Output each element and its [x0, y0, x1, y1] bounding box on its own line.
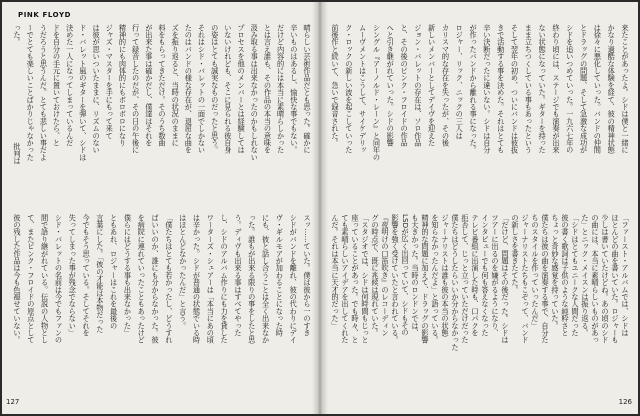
text-column: ズを振り返ると、当時の状況のままに	[171, 24, 181, 147]
text-column: グの時点で、既に兆候は現れていた。	[371, 214, 380, 337]
left-upper-text-block	[12, 24, 312, 204]
text-column: きで活動する事を決めた。それはとても	[496, 24, 506, 154]
text-column: 僕らにはどうする事も出来なかった」	[123, 214, 133, 337]
text-column: たのはバンドの様な存在が、退屈な曲を	[184, 24, 194, 154]
text-column: は辛かった。シドが普通の状態でいる時	[192, 214, 202, 344]
text-column: た」とニック・メイスンは振り返る。	[581, 214, 590, 337]
text-column: 今でもそう思っている。そしてそれを	[82, 214, 92, 337]
text-column: ジョン・バレットの存在は、ソロ作品	[413, 24, 423, 147]
text-column: の姿はとても誠実なものだったと思う。	[210, 24, 220, 154]
text-column: ジャズ・マスターを手にもって来て	[105, 24, 115, 140]
text-column: う。ディヴも出来る事はすべてやった	[233, 214, 243, 337]
text-column: 料をもらってきただけ。そのうち数曲	[158, 24, 167, 147]
text-column: にも、彼と話し合うことは全く出来なか	[261, 214, 271, 344]
text-column: シドがバンドを離れ、彼の代わりにデイ	[289, 214, 299, 344]
text-column: ドを自分の手元に置いておけたら、と	[52, 24, 62, 147]
left-page	[2, 2, 318, 414]
text-column: かなり過酷な体験を経て、彼の精神状態	[607, 24, 617, 154]
text-column: とは言え誰も、その作品の本当の意味を	[263, 24, 273, 154]
text-column: 言葉にした。「彼の才能は本物だった	[95, 214, 105, 333]
text-column: は彼が思いついたままに、リズムのない	[92, 24, 102, 154]
text-column: ちょっと奇妙な感覚を持っていた。	[551, 214, 560, 330]
text-column: ワーターズ・シェアーは「本当にあの頃	[206, 214, 216, 344]
right-upper-text-block	[330, 24, 630, 204]
text-column: 彼の残した作品は今も色褪せていない。	[13, 214, 22, 344]
text-column: シド・バレットの名前は今でもファンの	[54, 214, 64, 344]
text-column: 拒否して、じっと立っていただけだった	[461, 214, 470, 344]
text-column: 『夜明けの口笛吹き』のレコーディン	[381, 214, 390, 337]
text-column: LSDが広く出回っていて、シドもその	[401, 214, 410, 337]
text-column: ちのスタイルを作っていったんだ」	[531, 214, 540, 330]
text-column: の曲には、本当に素晴らしいものがあっ	[591, 214, 600, 344]
text-column: いないけれども、そこに見られる彼自身	[223, 24, 233, 154]
text-column: 影響を強く受けていたと言われている。	[391, 214, 400, 344]
text-column: った。 批判は	[13, 24, 22, 165]
text-column: て、またピンク・フロイドの原点として	[26, 214, 36, 344]
text-column: ロジャー、リック、ニックの三人は	[455, 24, 465, 140]
text-column: ジャーナリストたちもこぞって、バンド	[521, 214, 530, 344]
text-column: 「スタジオでは、シドは何時間もじっと	[361, 214, 370, 344]
text-column: 決めた一人になってしまっているんだ	[65, 24, 75, 147]
text-column: ともあれ、ロジャーはこれを最後の	[109, 214, 119, 330]
text-column: と、その後のピンク・フロイドの作品	[400, 24, 410, 147]
text-column: 「だけど、問題はその後だった。シドは	[501, 214, 510, 344]
text-column: ほとんどの曲を書いていた。ロジャーも	[611, 214, 620, 344]
text-column: 精神的な問題に加えて、ドラッグの影響	[421, 214, 430, 344]
text-column: スッ……ていた。僕は彼から一のすき	[303, 214, 312, 337]
text-column: ーでとても楽しいことばかりじゃなかった	[26, 24, 36, 161]
text-column: も大きかった。当時のロンドンでは、	[411, 214, 420, 337]
text-column: そして翌年の初め、ついにバンドは彼抜	[510, 24, 520, 154]
text-column: んだ。それは本当に天才的だった」	[331, 214, 340, 330]
text-column: し、シドのアルバム作りにも力を貸した	[220, 214, 230, 344]
text-column: 彼の書く歌詞は子供のような純粋さと	[561, 214, 570, 337]
text-column: それはシド・バレットの一面でしかない	[197, 24, 207, 154]
text-column: 辛い決断だったに違いない。シドは自分	[482, 24, 492, 154]
text-column: シングル『アーノルド・レーン』と同年の	[372, 24, 382, 161]
text-column: だけど内容的には本当に素晴らしかった	[276, 24, 286, 154]
text-column: 新しいメンバーとしてデイヴを迎えた	[427, 24, 437, 147]
text-column: 終わり頃には、ステージでも演奏が出来	[551, 24, 561, 154]
text-column: 僕たちはどうしたらいいか分からなかった	[451, 214, 460, 351]
page-number-right: 126	[618, 398, 632, 406]
text-column: ク・ロックの新しい波を起こしていった	[344, 24, 354, 154]
text-column: 僕たちは彼の曲を演奏する事で、自分た	[541, 214, 550, 344]
text-column: とドラッグの問題、そして急激な成功が	[579, 24, 589, 154]
page-number-left: 127	[6, 398, 20, 406]
text-column: プロセスを他のメンバーとは経験しては	[237, 24, 247, 154]
left-lower-text-block	[12, 214, 312, 394]
text-column: 晴らしい芸術作品だとも思った。確かに	[303, 24, 312, 154]
text-column: 座っていることがあった。でも時々、と	[351, 214, 360, 344]
text-column: ても素晴らしいアイデアを出してくれた	[341, 214, 350, 344]
text-column: はほとんどなかったんだ」と言う。	[178, 214, 188, 330]
text-column: ムーヴメントはこうして、サイケデリッ	[358, 24, 368, 154]
text-column: 辛いものはあるし、愉快な事でもない。	[289, 24, 299, 154]
text-column: 間で語り継がれている。伝説の人物とし	[40, 214, 50, 344]
text-column: テレビ番組に出演した時も、口パクを	[471, 214, 480, 337]
text-column: ツアーに出るのを嫌がるようになり、	[491, 214, 500, 337]
text-column: 少しは書いていたけどね。あの頃のシド	[601, 214, 610, 344]
text-column: 「僕たちはとても若かったし、どうすれ	[164, 214, 174, 344]
running-header: PINK FLOYD	[18, 11, 72, 19]
right-page	[322, 2, 638, 414]
text-column: まま立ちつくしている事もあったという	[524, 24, 534, 154]
text-column: ジャーナリストは誰も彼の本当の状態	[441, 214, 450, 337]
text-column: 汲み取る事は出来なかったのかもしれない	[250, 24, 260, 161]
text-column: 来たことがあったよ。シドは僕と一緒に	[621, 24, 630, 154]
text-column: ない状態になっていた。ギターを持った	[538, 24, 548, 154]
text-column: 「ファースト・アルバムでは、シドは	[621, 214, 630, 337]
text-column: 失ってしまった事が残念でならない」	[68, 214, 78, 337]
text-column: の新しさを書きたてた。	[511, 214, 520, 294]
text-column: ばいいのか、誰にも分からなかった。彼	[151, 214, 161, 344]
text-column: うだろうと思うんだ。とても悲しい事だよ	[39, 24, 49, 161]
text-column: 精神的にも肉体的にもボロボロになり	[118, 24, 128, 147]
text-column: 「シドはとてもユニークな人間だった	[571, 214, 580, 337]
text-column: を病院に連れていったこともあったけど	[137, 214, 147, 344]
text-column: は徐々に悪化していった。バンドの仲間	[593, 24, 603, 154]
text-column: カリスマ的な存在を失ったが、その後	[441, 24, 451, 147]
text-column: った。誰もが出来る限りの事をしたと思	[247, 214, 257, 344]
text-column: が出来た事は確かだし、僕達はそれを	[144, 24, 154, 147]
text-column: 前後作と続いて、急いで録音された。	[331, 24, 340, 147]
book-gutter	[312, 2, 328, 414]
text-column: シドを追いつめていった。一九六七年の	[565, 24, 575, 154]
text-column: インタビューでも何も答えなくなった	[481, 214, 490, 337]
text-column: 行って録音したのだが、その日の午後に	[131, 24, 141, 154]
text-column: を知らなかったんだよ」と語っている。	[431, 214, 440, 344]
text-column: ヴ・ギルモアが加わることになった時	[275, 214, 285, 337]
text-column: ド・バレット風のギターを弾いて、シドは	[78, 24, 88, 161]
text-column: が作ったバンドから離れる事になった。	[469, 24, 479, 154]
text-column: へと引き継がれていった。シドの影響	[386, 24, 396, 147]
right-lower-text-block	[330, 214, 630, 394]
